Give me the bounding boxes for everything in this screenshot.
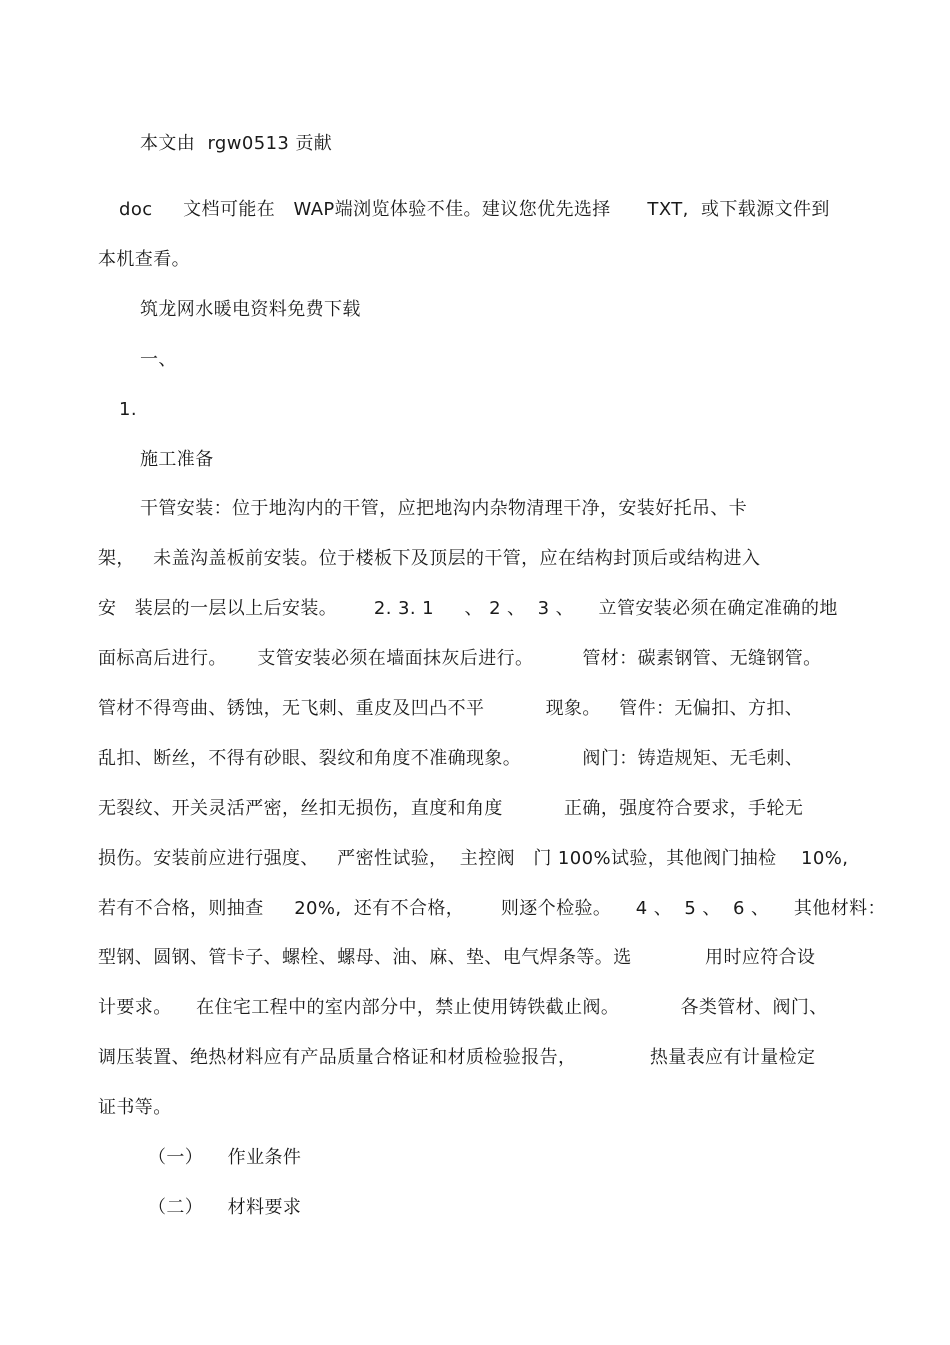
subsection-heading: （一） 作业条件 <box>148 1147 302 1168</box>
section-heading: 施工准备 <box>140 449 214 470</box>
body-paragraph-line: 安 装层的一层以上后安装。 2. 3. 1 、 2 、 3 、 立管安装必须在确定准确的地 <box>98 598 838 619</box>
body-paragraph-line: 干管安装：位于地沟内的干管，应把地沟内杂物清理干净，安装好托吊、卡 <box>140 498 748 519</box>
format-notice-continued: 本机查看。 <box>98 249 190 270</box>
body-paragraph-line: 乱扣、断丝，不得有砂眼、裂纹和角度不准确现象。 阀门：铸造规矩、无毛刺、 <box>98 748 804 769</box>
body-paragraph-line: 调压装置、绝热材料应有产品质量合格证和材质检验报告， 热量表应有计量检定 <box>98 1047 816 1068</box>
body-paragraph-line: 架， 未盖沟盖板前安装。位于楼板下及顶层的干管，应在结构封顶后或结构进入 <box>98 548 761 569</box>
body-paragraph-line: 若有不合格，则抽查 20%, 还有不合格， 则逐个检验。 4 、 5 、 6 、 其他材料： <box>98 898 886 919</box>
subsection-heading: （二） 材料要求 <box>148 1197 302 1218</box>
body-paragraph-line: 无裂纹、开关灵活严密，丝扣无损伤，直度和角度 正确，强度符合要求，手轮无 <box>98 798 804 819</box>
section-number: 一、 <box>140 349 177 370</box>
body-paragraph-line: 损伤。安装前应进行强度、 严密性试验， 主控阀 门 100%试验，其他阀门抽检 10%, <box>98 848 849 869</box>
body-paragraph-line: 型钢、圆钢、管卡子、螺栓、螺母、油、麻、垫、电气焊条等。选 用时应符合设 <box>98 947 816 968</box>
item-number: 1. <box>119 399 137 420</box>
source-line: 筑龙网水暖电资料免费下载 <box>140 299 361 320</box>
body-paragraph-line: 管材不得弯曲、锈蚀，无飞刺、重皮及凹凸不平 现象。 管件：无偏扣、方扣、 <box>98 698 804 719</box>
body-paragraph-line: 计要求。 在住宅工程中的室内部分中，禁止使用铸铁截止阀。 各类管材、阀门、 <box>98 997 828 1018</box>
body-paragraph-line: 证书等。 <box>98 1097 172 1118</box>
contributor-line: 本文由 rgw0513 贡献 <box>140 133 333 154</box>
format-notice-line: doc 文档可能在 WAP端浏览体验不佳。建议您优先选择 TXT, 或下载源文件到 <box>119 199 830 220</box>
body-paragraph-line: 面标高后进行。 支管安装必须在墙面抹灰后进行。 管材：碳素钢管、无缝钢管。 <box>98 648 822 669</box>
